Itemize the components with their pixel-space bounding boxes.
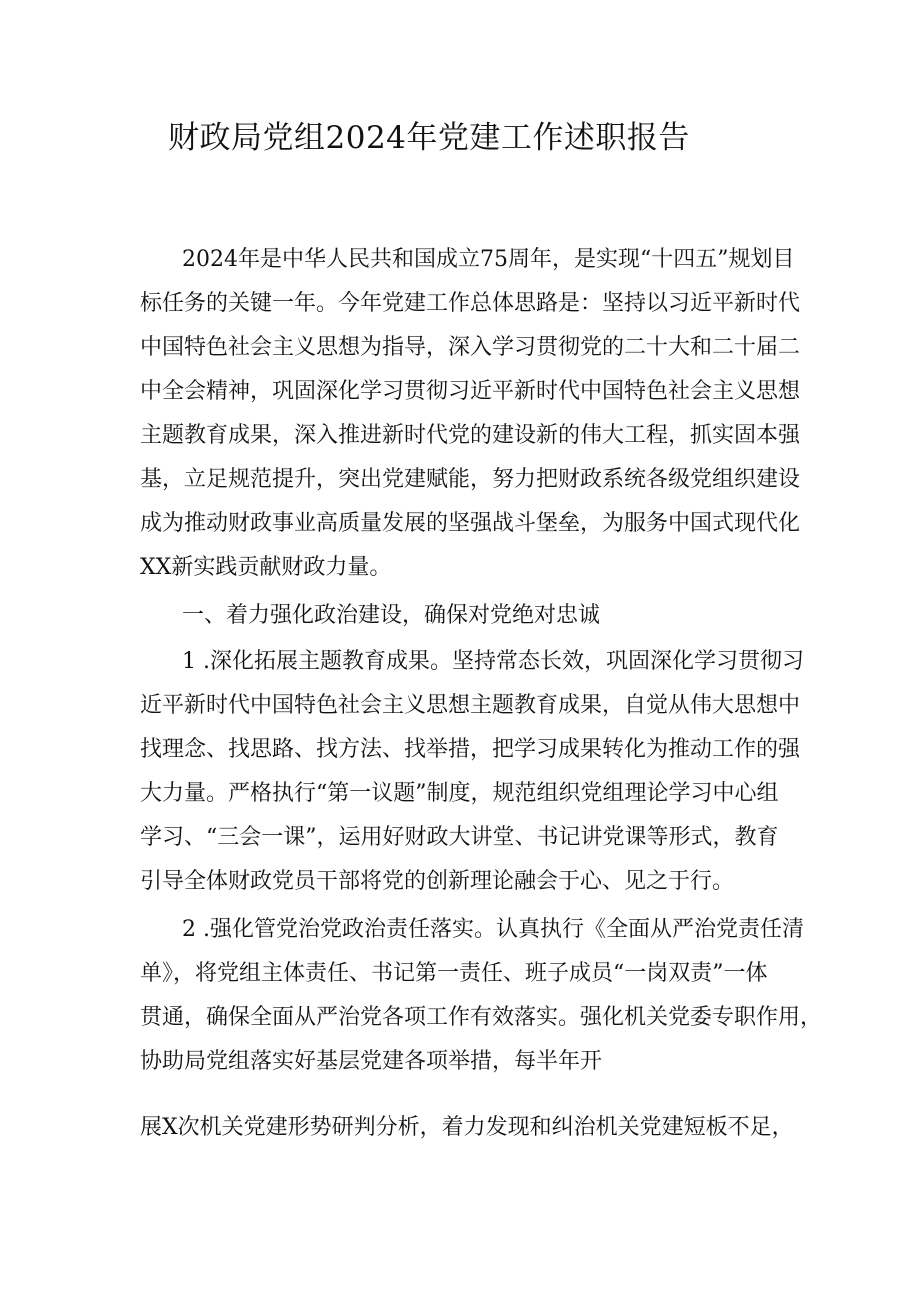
body-line-8: XX新实践贡献财政力量。 bbox=[140, 555, 392, 580]
body-line-3: 中国特色社会主义思想为指导，深入学习贯彻党的二十大和二十届二 bbox=[140, 335, 801, 360]
body-line-14: 学习、“三会一课”，运用好财政大讲堂、书记讲党课等形式，教育 bbox=[140, 825, 779, 850]
body-line-16: 2 .强化管党治党政治责任落实。认真执行《全面从严治党责任清 bbox=[182, 917, 804, 942]
body-line-20: 展X次机关党建形势研判分析，着力发现和纠治机关党建短板不足， bbox=[140, 1115, 794, 1140]
body-line-5: 主题教育成果，深入推进新时代党的建设新的伟大工程，抓实固本强 bbox=[140, 423, 801, 448]
body-line-7: 成为推动财政事业高质量发展的坚强战斗堡垒，为服务中国式现代化 bbox=[140, 511, 801, 536]
body-line-12: 找理念、找思路、找方法、找举措，把学习成果转化为推动工作的强 bbox=[140, 737, 801, 762]
body-line-2: 标任务的关键一年。今年党建工作总体思路是：坚持以习近平新时代 bbox=[140, 291, 801, 316]
body-line-10: 1 .深化拓展主题教育成果。坚持常态长效，巩固深化学习贯彻习 bbox=[182, 649, 804, 674]
body-line-6: 基，立足规范提升，突出党建赋能，努力把财政系统各级党组织建设 bbox=[140, 467, 801, 492]
body-line-4: 中全会精神，巩固深化学习贯彻习近平新时代中国特色社会主义思想 bbox=[140, 379, 801, 404]
body-line-17: 单》，将党组主体责任、书记第一责任、班子成员“一岗双责”一体 bbox=[140, 961, 768, 986]
body-line-11: 近平新时代中国特色社会主义思想主题教育成果，自觉从伟大思想中 bbox=[140, 693, 801, 718]
body-line-15: 引导全体财政党员干部将党的创新理论融会于心、见之于行。 bbox=[140, 869, 735, 894]
body-line-1: 2024年是中华人民共和国成立75周年，是实现“十四五”规划目 bbox=[182, 247, 795, 272]
body-line-13: 大力量。严格执行“第一议题”制度，规范组织党组理论学习中心组 bbox=[140, 781, 779, 806]
body-line-19: 协助局党组落实好基层党建各项举措，每半年开 bbox=[140, 1049, 603, 1074]
body-line-18: 贯通，确保全面从严治党各项工作有效落实。强化机关党委专职作用， bbox=[140, 1005, 823, 1030]
section-heading: 一、着力强化政治建设，确保对党绝对忠诚 bbox=[182, 603, 601, 628]
document-title: 财政局党组2024年党建工作述职报告 bbox=[168, 120, 690, 156]
